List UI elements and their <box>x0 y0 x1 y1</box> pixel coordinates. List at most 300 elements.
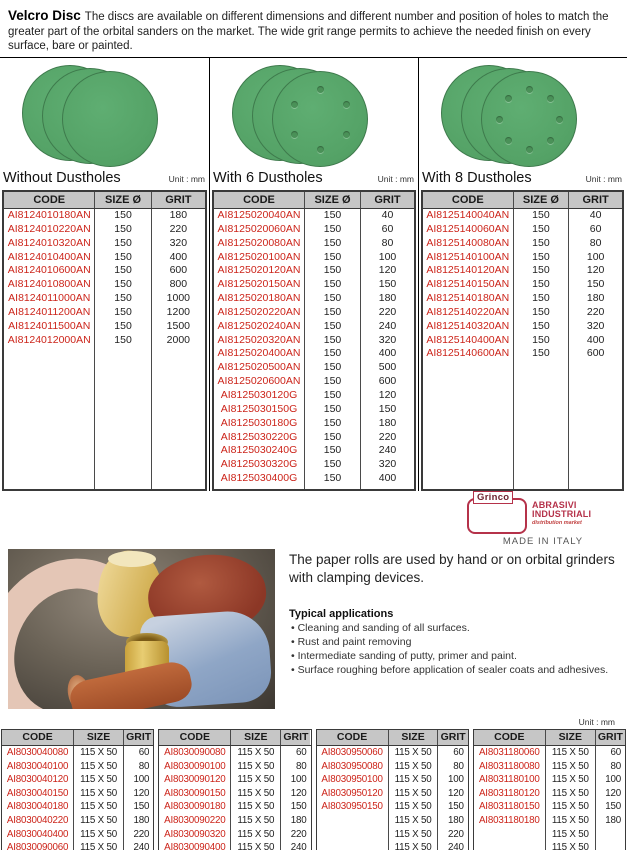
grit-cell: 240 <box>123 841 153 850</box>
application-item: • Intermediate sanding of putty, primer and paint. <box>291 650 619 664</box>
grit-cell: 100 <box>123 773 153 787</box>
code-cell: AI8030950060 <box>321 747 383 758</box>
dusthole <box>343 131 350 138</box>
code-cell: AI8030040100 <box>6 760 69 772</box>
size-cell: 150 <box>513 223 569 237</box>
grit-cell: 320 <box>360 334 414 348</box>
grit-cell: 240 <box>360 444 414 458</box>
grit-cell: 180 <box>151 209 205 223</box>
roll-table-1 <box>1 729 154 850</box>
column-header: SIZE Ø <box>513 192 569 208</box>
code-cell: AI8125020150AN <box>217 278 301 291</box>
grit-cell <box>595 828 625 842</box>
roll-table-4 <box>473 729 626 850</box>
table-row <box>214 403 414 417</box>
table-row <box>2 773 153 787</box>
column-header: SIZE <box>388 730 438 745</box>
size-cell: 115 X 50 <box>545 828 595 842</box>
size-cell: 115 X 50 <box>230 800 280 814</box>
size-cell: 150 <box>513 278 569 292</box>
table-row <box>317 746 468 760</box>
logo-mark <box>467 493 619 534</box>
table-row <box>4 278 205 292</box>
column-header: GRIT <box>123 730 153 745</box>
code-cell: AI8125140180AN <box>426 292 510 305</box>
grit-cell: 220 <box>123 828 153 842</box>
grit-cell: 120 <box>123 787 153 801</box>
size-cell: 150 <box>304 417 360 431</box>
column-header: CODE <box>2 730 73 745</box>
size-cell: 150 <box>304 251 360 265</box>
table-header-row <box>4 192 205 209</box>
grit-cell: 80 <box>360 237 414 251</box>
code-cell: AI8031180060 <box>478 747 540 758</box>
code-cell: AI8030090120 <box>164 774 226 786</box>
code-cell: AI8125140600AN <box>426 347 510 360</box>
grit-cell: 320 <box>360 458 414 472</box>
code-cell: AI8124011000AN <box>8 292 91 305</box>
size-cell: 115 X 50 <box>388 760 438 774</box>
code-cell: AI8031180150 <box>478 801 540 813</box>
grit-cell: 150 <box>123 800 153 814</box>
grit-cell: 150 <box>568 278 622 292</box>
table-header-row <box>214 192 414 209</box>
code-cell: AI8125140220AN <box>426 305 510 318</box>
size-cell: 115 X 50 <box>73 760 123 774</box>
table-row <box>214 431 414 445</box>
grit-cell: 150 <box>437 800 467 814</box>
code-cell: AI8031180180 <box>478 814 540 826</box>
grit-cell: 180 <box>568 292 622 306</box>
table-row <box>4 264 205 278</box>
column-header: CODE <box>474 730 545 745</box>
grit-cell: 180 <box>123 814 153 828</box>
column-header: CODE <box>159 730 230 745</box>
grit-cell: 60 <box>437 746 467 760</box>
table-row <box>214 458 414 472</box>
code-cell <box>474 841 545 850</box>
table-row <box>2 760 153 774</box>
table-row <box>423 292 622 306</box>
code-cell: AI8125020120AN <box>217 264 301 277</box>
table-row <box>159 773 310 787</box>
table-row <box>214 444 414 458</box>
size-cell: 115 X 50 <box>73 800 123 814</box>
size-cell: 150 <box>513 237 569 251</box>
size-cell: 150 <box>304 306 360 320</box>
grit-cell: 120 <box>595 787 625 801</box>
column-header: GRIT <box>437 730 467 745</box>
table-row <box>214 223 414 237</box>
disc-stack-image-no-holes <box>0 58 209 170</box>
code-cell: AI8125140120AN <box>426 264 510 277</box>
size-cell: 115 X 50 <box>388 773 438 787</box>
grit-cell: 1000 <box>151 292 205 306</box>
table-row <box>423 278 622 292</box>
code-cell: AI8124010400AN <box>7 250 91 263</box>
disc-section <box>0 57 627 491</box>
code-cell: AI8030040400 <box>6 828 69 840</box>
table-row <box>317 773 468 787</box>
code-cell: AI8124011200AN <box>8 305 91 318</box>
code-cell: AI8124012000AN <box>7 333 91 346</box>
size-cell: 150 <box>513 306 569 320</box>
code-cell: AI8030040180 <box>6 801 69 813</box>
grit-cell: 240 <box>437 841 467 850</box>
logo-card-icon <box>467 492 527 534</box>
grit-cell: 180 <box>437 814 467 828</box>
table-row <box>423 264 622 278</box>
table-row <box>159 746 310 760</box>
code-cell: AI8125030240G <box>220 444 298 457</box>
size-cell: 150 <box>304 389 360 403</box>
grit-cell: 100 <box>595 773 625 787</box>
size-cell: 150 <box>304 458 360 472</box>
section-title: With 8 Dustholes <box>422 170 532 186</box>
grit-cell: 600 <box>360 375 414 389</box>
table-row <box>159 814 310 828</box>
section-title: Without Dustholes <box>3 170 121 186</box>
table-row <box>4 223 205 237</box>
size-cell: 115 X 50 <box>230 787 280 801</box>
code-cell: AI8124010600AN <box>7 264 91 277</box>
grit-cell: 120 <box>360 389 414 403</box>
code-cell: AI8030950120 <box>321 787 383 799</box>
column-header: SIZE Ø <box>304 192 360 208</box>
code-cell: AI8030090080 <box>164 747 226 758</box>
table-header-row <box>423 192 622 209</box>
table-row <box>474 773 625 787</box>
size-cell: 150 <box>304 431 360 445</box>
size-cell: 150 <box>513 334 569 348</box>
table-row <box>214 237 414 251</box>
section-title-row <box>210 170 418 190</box>
dusthole <box>547 95 554 102</box>
size-cell: 150 <box>513 320 569 334</box>
paper-rolls-text <box>289 549 619 713</box>
disc-table-6-holes <box>212 190 416 491</box>
dusthole <box>505 95 512 102</box>
section-title: With 6 Dustholes <box>213 170 323 186</box>
code-cell: AI8125020320AN <box>217 333 301 346</box>
size-cell: 150 <box>94 320 150 334</box>
size-cell: 115 X 50 <box>73 773 123 787</box>
grit-cell: 220 <box>568 306 622 320</box>
table-row <box>423 347 622 361</box>
grit-cell: 400 <box>360 472 414 486</box>
size-cell: 150 <box>94 292 150 306</box>
applications-list <box>289 622 619 677</box>
grit-cell: 220 <box>151 223 205 237</box>
size-cell: 150 <box>513 347 569 361</box>
size-cell: 150 <box>94 306 150 320</box>
rolls-intro: The paper rolls are used by hand or on orbital grinders with clamping devices. <box>289 552 615 585</box>
size-cell: 150 <box>304 472 360 486</box>
size-cell: 115 X 50 <box>545 787 595 801</box>
table-row <box>4 237 205 251</box>
grit-cell: 80 <box>437 760 467 774</box>
grit-cell: 800 <box>151 278 205 292</box>
page-description: The discs are available on different dimensions and different number and position of holes to match the greater part of the orbital sanders on the market. The wide grit range permits to achieve the needed finish on every surface, bare or painted. <box>8 11 609 53</box>
table-row <box>423 320 622 334</box>
roll-shape <box>108 551 156 567</box>
code-cell: AI8030090100 <box>164 760 226 772</box>
code-cell: AI8125140150AN <box>426 278 510 291</box>
table-row <box>474 800 625 814</box>
application-item: • Cleaning and sanding of all surfaces. <box>291 622 619 636</box>
brand-name: Grinco <box>473 491 513 504</box>
table-row <box>214 209 414 223</box>
size-cell: 115 X 50 <box>230 841 280 850</box>
table-row <box>2 828 153 842</box>
disc-stack-image-6-holes <box>210 58 418 170</box>
table-row <box>214 347 414 361</box>
sanding-disc <box>62 71 158 167</box>
grit-cell: 240 <box>280 841 310 850</box>
table-row <box>423 334 622 348</box>
roll-table-3 <box>316 729 469 850</box>
table-row <box>159 800 310 814</box>
grit-cell: 220 <box>360 431 414 445</box>
table-header-row <box>159 730 310 746</box>
grit-cell: 180 <box>595 814 625 828</box>
table-row <box>214 278 414 292</box>
code-cell: AI8031180120 <box>478 787 540 799</box>
code-cell: AI8125030150G <box>220 402 298 415</box>
table-row <box>474 828 625 842</box>
code-cell: AI8125140100AN <box>426 250 510 263</box>
sanding-disc <box>272 71 368 167</box>
table-row <box>214 472 414 486</box>
size-cell: 150 <box>304 347 360 361</box>
code-cell: AI8030090400 <box>164 842 226 850</box>
disc-column-6-holes <box>209 58 418 491</box>
table-row <box>474 746 625 760</box>
code-cell: AI8030090060 <box>6 842 69 850</box>
grit-cell: 180 <box>360 417 414 431</box>
grit-cell: 100 <box>280 773 310 787</box>
made-in-italy-label: MADE IN ITALY <box>502 536 584 547</box>
table-row <box>159 760 310 774</box>
grit-cell: 220 <box>280 828 310 842</box>
code-cell: AI8125020080AN <box>217 236 301 249</box>
size-cell: 150 <box>94 334 150 348</box>
size-cell: 150 <box>304 334 360 348</box>
column-header: CODE <box>4 192 94 208</box>
table-row <box>159 841 310 850</box>
size-cell: 150 <box>94 278 150 292</box>
grit-cell: 100 <box>360 251 414 265</box>
paper-rolls-photo <box>8 549 275 709</box>
size-cell: 115 X 50 <box>73 841 123 850</box>
table-row <box>317 787 468 801</box>
code-cell: AI8124010220AN <box>7 222 91 235</box>
table-filler <box>423 361 622 489</box>
table-row <box>474 841 625 850</box>
table-row <box>423 237 622 251</box>
disc-table-8-holes <box>421 190 624 491</box>
table-row <box>423 209 622 223</box>
table-row <box>214 292 414 306</box>
disc-column-no-holes <box>0 58 209 491</box>
table-row <box>214 417 414 431</box>
table-row <box>317 814 468 828</box>
grit-cell: 60 <box>595 746 625 760</box>
code-cell: AI8125140320AN <box>426 319 510 332</box>
code-cell <box>317 828 388 842</box>
code-cell: AI8030040220 <box>6 814 69 826</box>
grit-cell <box>595 841 625 850</box>
code-cell: AI8125140080AN <box>426 236 510 249</box>
grit-cell: 1500 <box>151 320 205 334</box>
table-row <box>214 334 414 348</box>
table-filler <box>4 347 205 489</box>
size-cell: 150 <box>94 264 150 278</box>
column-header: SIZE Ø <box>94 192 150 208</box>
size-cell: 150 <box>304 209 360 223</box>
code-cell: AI8031180100 <box>478 774 540 786</box>
dusthole <box>317 146 324 153</box>
size-cell: 115 X 50 <box>73 787 123 801</box>
code-cell: AI8030090150 <box>164 787 226 799</box>
grit-cell: 400 <box>568 334 622 348</box>
table-row <box>423 306 622 320</box>
grit-cell: 150 <box>360 403 414 417</box>
applications-title: Typical applications <box>289 608 394 621</box>
unit-label: Unit : mm <box>168 174 205 184</box>
table-header-row <box>2 730 153 746</box>
grit-cell: 80 <box>280 760 310 774</box>
grit-cell: 40 <box>360 209 414 223</box>
size-cell: 115 X 50 <box>230 773 280 787</box>
section-title-row <box>419 170 626 190</box>
code-cell: AI8030090220 <box>164 814 226 826</box>
size-cell: 115 X 50 <box>545 800 595 814</box>
size-cell: 115 X 50 <box>388 746 438 760</box>
column-header: GRIT <box>360 192 414 208</box>
section-title-row <box>0 170 209 190</box>
size-cell: 150 <box>304 444 360 458</box>
size-cell: 115 X 50 <box>388 828 438 842</box>
dusthole <box>291 131 298 138</box>
column-header: SIZE <box>545 730 595 745</box>
size-cell: 150 <box>304 361 360 375</box>
grit-cell: 120 <box>568 264 622 278</box>
grit-cell: 500 <box>360 361 414 375</box>
dusthole <box>547 137 554 144</box>
code-cell: AI8030040120 <box>6 774 69 786</box>
intro-text <box>0 0 627 57</box>
grit-cell: 180 <box>360 292 414 306</box>
code-cell: AI8030950080 <box>321 760 383 772</box>
table-row <box>214 389 414 403</box>
size-cell: 115 X 50 <box>545 760 595 774</box>
grinco-logo <box>467 493 619 547</box>
table-row <box>474 760 625 774</box>
grit-cell: 400 <box>151 251 205 265</box>
column-header: CODE <box>423 192 513 208</box>
table-row <box>2 746 153 760</box>
code-cell: AI8124010800AN <box>7 278 91 291</box>
size-cell: 150 <box>513 264 569 278</box>
table-row <box>4 292 205 306</box>
code-cell: AI8124010320AN <box>7 236 91 249</box>
logo-line1: ABRASIVI <box>532 500 577 510</box>
table-row <box>214 361 414 375</box>
size-cell: 150 <box>304 223 360 237</box>
table-row <box>2 787 153 801</box>
code-cell: AI8125020040AN <box>217 209 301 221</box>
table-row <box>4 334 205 348</box>
disc-table-no-holes <box>2 190 207 491</box>
paper-rolls-section <box>0 541 627 713</box>
size-cell: 150 <box>304 320 360 334</box>
code-cell: AI8125020600AN <box>217 375 301 388</box>
code-cell: AI8125020400AN <box>217 347 301 360</box>
table-row <box>2 814 153 828</box>
code-cell: AI8125030220G <box>220 430 298 443</box>
table-row <box>423 223 622 237</box>
logo-tagline: distribution market <box>532 519 582 526</box>
code-cell: AI8125030400G <box>220 472 298 485</box>
size-cell: 115 X 50 <box>388 814 438 828</box>
table-header-row <box>317 730 468 746</box>
code-cell: AI8125140400AN <box>426 333 510 346</box>
grit-cell: 320 <box>568 320 622 334</box>
code-cell: AI8125020060AN <box>217 222 301 235</box>
grit-cell: 80 <box>123 760 153 774</box>
grit-cell: 150 <box>360 278 414 292</box>
dusthole <box>317 86 324 93</box>
roll-tables-row <box>0 729 627 850</box>
grit-cell: 220 <box>360 306 414 320</box>
size-cell: 150 <box>513 292 569 306</box>
table-row <box>214 306 414 320</box>
column-header: GRIT <box>595 730 625 745</box>
grit-cell: 60 <box>360 223 414 237</box>
table-row <box>214 264 414 278</box>
column-header: SIZE <box>73 730 123 745</box>
table-row <box>159 787 310 801</box>
table-row <box>4 251 205 265</box>
table-row <box>214 320 414 334</box>
size-cell: 150 <box>94 237 150 251</box>
grit-cell: 80 <box>568 237 622 251</box>
grit-cell: 2000 <box>151 334 205 348</box>
dusthole <box>526 146 533 153</box>
dusthole <box>343 101 350 108</box>
disc-stack-image-8-holes <box>419 58 626 170</box>
unit-label: Unit : mm <box>377 174 414 184</box>
size-cell: 115 X 50 <box>545 773 595 787</box>
column-header: GRIT <box>280 730 310 745</box>
table-row <box>4 306 205 320</box>
code-cell: AI8125140040AN <box>426 209 510 221</box>
unit-label: Unit : mm <box>585 174 622 184</box>
size-cell: 115 X 50 <box>230 814 280 828</box>
grit-cell: 400 <box>360 347 414 361</box>
dusthole <box>505 137 512 144</box>
logo-line2: INDUSTRIALI <box>532 509 592 520</box>
code-cell: AI8125020240AN <box>217 319 301 332</box>
code-cell <box>317 841 388 850</box>
grit-cell: 150 <box>280 800 310 814</box>
table-row <box>474 814 625 828</box>
table-row <box>4 320 205 334</box>
size-cell: 150 <box>513 209 569 223</box>
table-row <box>2 800 153 814</box>
size-cell: 150 <box>304 375 360 389</box>
